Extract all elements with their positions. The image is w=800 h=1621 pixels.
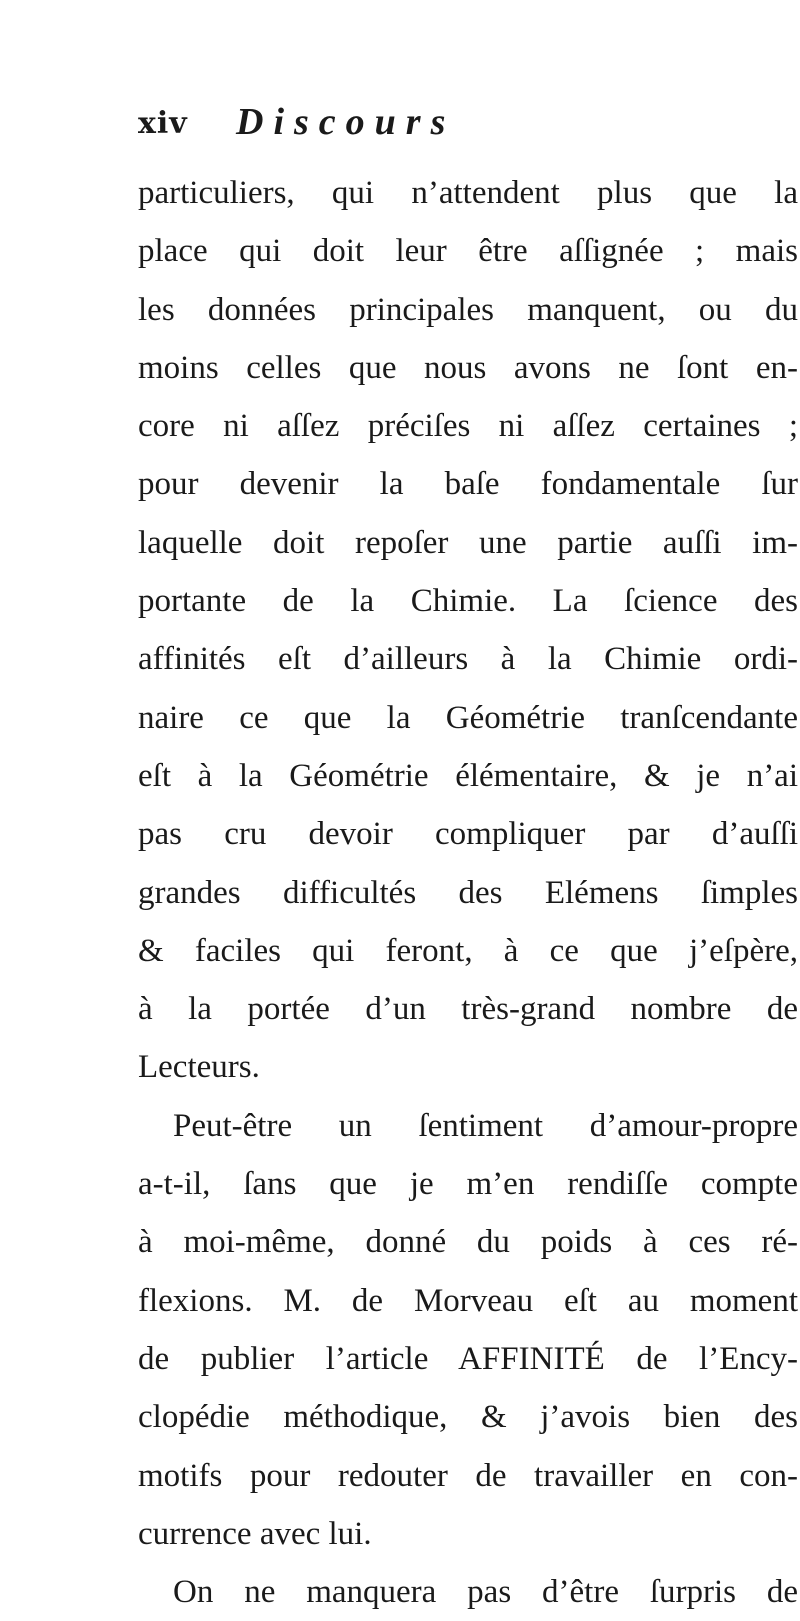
text-line: pour devenir la baſe fondamentale ſur bbox=[138, 466, 798, 503]
text-line: flexions. M. de Morveau eſt au moment bbox=[138, 1282, 798, 1319]
text-line: clopédie méthodique, & j’avois bien des bbox=[138, 1399, 798, 1436]
text-line: portante de la Chimie. La ſcience des bbox=[138, 583, 798, 620]
text-line: grandes difficultés des Elémens ſimples bbox=[138, 874, 798, 911]
text-line: motifs pour redouter de travailler en con- bbox=[138, 1457, 798, 1494]
text-line: a-t-il, ſans que je m’en rendiſſe compte bbox=[138, 1166, 798, 1203]
running-title: Discours bbox=[236, 101, 456, 143]
text-line: à la portée d’un très-grand nombre de bbox=[138, 991, 798, 1028]
body-text bbox=[138, 164, 798, 1621]
running-head bbox=[138, 100, 658, 146]
text-line: currence avec lui. bbox=[138, 1515, 372, 1552]
text-line: de publier l’article AFFINITÉ de l’Ency- bbox=[138, 1340, 798, 1377]
text-line: pas cru devoir compliquer par d’auſſi bbox=[138, 816, 798, 853]
text-line: On ne manquera pas d’être ſurpris de bbox=[173, 1574, 798, 1611]
text-line: naire ce que la Géométrie tranſcendante bbox=[138, 699, 798, 736]
text-line: affinités eſt d’ailleurs à la Chimie ordi- bbox=[138, 641, 798, 678]
text-line: les données principales manquent, ou du bbox=[138, 291, 798, 328]
text-line: Lecteurs. bbox=[138, 1049, 260, 1086]
text-line: place qui doit leur être aſſignée ; mais bbox=[138, 233, 798, 270]
page-number: xiv bbox=[138, 106, 188, 141]
text-line: Peut-être un ſentiment d’amour-propre bbox=[173, 1107, 798, 1144]
text-line: moins celles que nous avons ne ſont en- bbox=[138, 349, 798, 386]
text-line: & faciles qui feront, à ce que j’eſpère, bbox=[138, 932, 798, 969]
text-line: laquelle doit repoſer une partie auſſi im- bbox=[138, 524, 798, 561]
text-line: eſt à la Géométrie élémentaire, & je n’ai bbox=[138, 757, 798, 794]
text-line: particuliers, qui n’attendent plus que la bbox=[138, 175, 798, 211]
text-line: à moi-même, donné du poids à ces ré- bbox=[138, 1224, 798, 1261]
text-line: core ni aſſez préciſes ni aſſez certaines ; bbox=[138, 408, 798, 445]
